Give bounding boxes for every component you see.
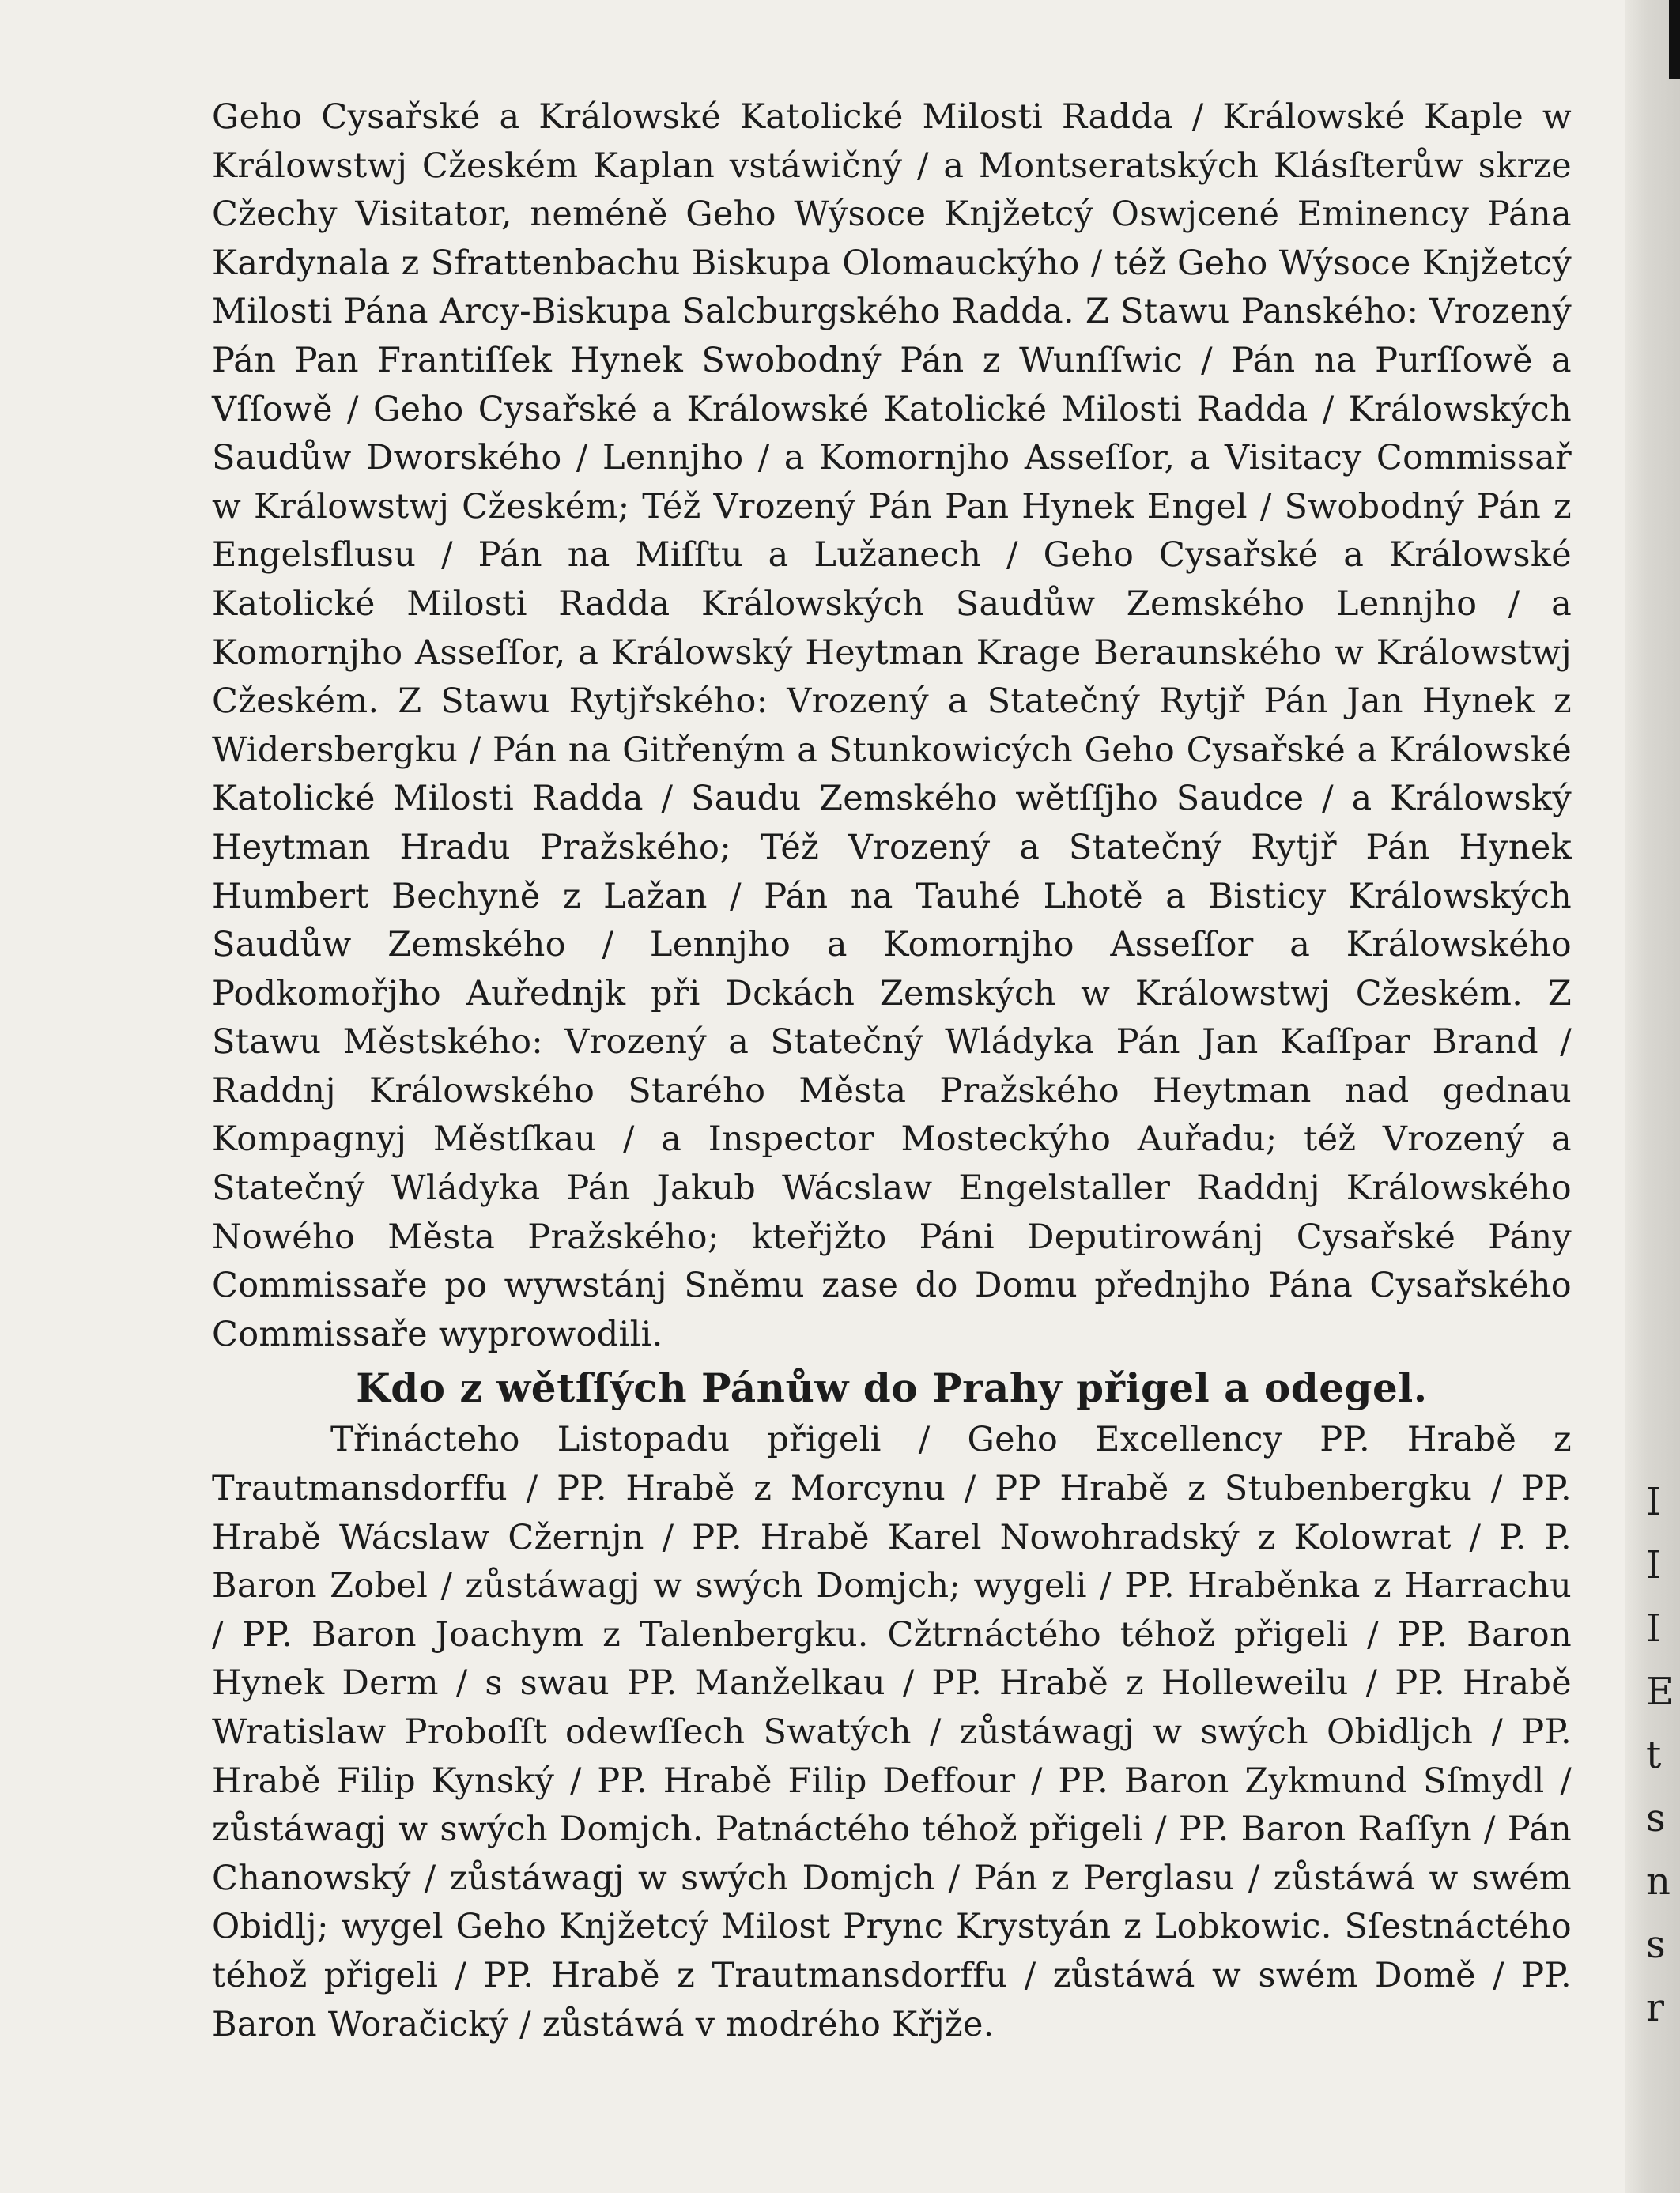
margin-fragment: I [1646,1480,1661,1524]
margin-fragment: s [1646,1796,1666,1840]
margin-fragment: n [1646,1859,1671,1904]
margin-fragment: E [1646,1670,1674,1714]
binding-edge [1669,0,1680,79]
margin-fragment: I [1646,1543,1661,1587]
body-paragraph-2: Třinácteho Listopadu přigeli / Geho Excellency PP. Hrabě z Trautmansdorffu / PP. Hrabě z Morcynu / PP Hrabě z Stubenbergku / PP. Hrabě Wácslaw Cžernjn / PP. Hrabě Karel Nowohradský z Kolowrat / P. P. Baron Zobel / zůstáwagj w swých Domjch; wygeli / PP. Hraběnka z Harrachu / PP. Baron Joachym z Talenbergku. Cžtrnáctého téhož přigeli / PP. Baron Hynek Derm / s swau PP. Manželkau / PP. Hrabě z Holleweilu / PP. Hrabě Wratislaw Proboſſt odewſſech Swatých / zůstáwagj w swých Obidljch / PP. Hrabě Filip Kynský / PP. Hrabě Filip Deffour / PP. Baron Zykmund Sſmydl / zůstáwagj w swých Domjch. Patnáctého téhož přigeli / PP. Baron Raſſyn / Pán Chanowský / zůstáwagj w swých Domjch / Pán z Perglasu / zůstáwá w swém Obidlj; wygel Geho Knjžetcý Milost Prync Krystyán z Lobkowic. Sſestnáctého téhož přigeli / PP. Hrabě z Trautmansdorffu / zůstáwá w swém Domě / PP. Baron Woračický / zůstáwá v modrého Křjže. [212,1420,1572,2044]
margin-fragment: t [1646,1733,1662,1777]
margin-fragment: r [1646,1986,1664,2030]
margin-fragment: s [1646,1923,1666,1967]
margin-fragment: I [1646,1606,1661,1651]
document-body [212,93,1572,2049]
facing-page-margin-fragments [1646,1470,1680,2040]
body-paragraph-1: Geho Cysařské a Králowské Katolické Milosti Radda / Králowské Kaple w Králowstwj Cžeském Kaplan vstáwičný / a Montseratských Klásſterůw skrze Cžechy Visitator, neméně Geho Wýsoce Knjžetcý Oswjcené Eminency Pána Kardynala z Sfrattenbachu Biskupa Olomauckýho / též Geho Wýsoce Knjžetcý Milosti Pána Arcy-Biskupa Salcburgského Radda. Z Stawu Panského: Vrozený Pán Pan Frantiſſek Hynek Swobodný Pán z Wunſſwic / Pán na Purſſowě a Vſſowě / Geho Cysařské a Králowské Katolické Milosti Radda / Králowských Saudůw Dworského / Lennjho / a Komornjho Asseſſor, a Visitacy Commissař w Králowstwj Cžeském; Též Vrozený Pán Pan Hynek Engel / Swobodný Pán z Engelsflusu / Pán na Miſſtu a Lužanech / Geho Cysařské a Králowské Katolické Milosti Radda Králowských Saudůw Zemského Lennjho / a Komornjho Asseſſor, a Králowský Heytman Krage Beraunského w Králowstwj Cžeském. Z Stawu Rytjřského: Vrozený a Statečný Rytjř Pán Jan Hynek z Widersbergku / Pán na Gitřeným a Stunkowicých Geho Cysařské a Králowské Katolické Milosti Radda / Saudu Zemského wětſſjho Saudce / a Králowský Heytman Hradu Pražského; Též Vrozený a Statečný Rytjř Pán Hynek Humbert Bechyně z Lažan / Pán na Tauhé Lhotě a Bisticy Králowských Saudůw Zemského / Lennjho a Komornjho Asseſſor a Králowského Podkomořjho Auřednjk při Dckách Zemských w Králowstwj Cžeském. Z Stawu Městského: Vrozený a Statečný Wládyka Pán Jan Kaſſpar Brand / Raddnj Králowského Starého Města Pražského Heytman nad gednau Kompagnyj Městſkau / a Inspector Mosteckýho Auřadu; též Vrozený a Statečný Wládyka Pán Jakub Wácslaw Engelstaller Raddnj Králowského Nowého Města Pražského; kteřjžto Páni Deputirowánj Cysařské Pány Commissaře po wywstánj Sněmu zase do Domu přednjho Pána Cysařského Commissaře wyprowodili. [212,97,1572,1354]
section-heading: Kdo z wětſſých Pánůw do Prahy přigel a odegel. [356,1364,1428,1412]
